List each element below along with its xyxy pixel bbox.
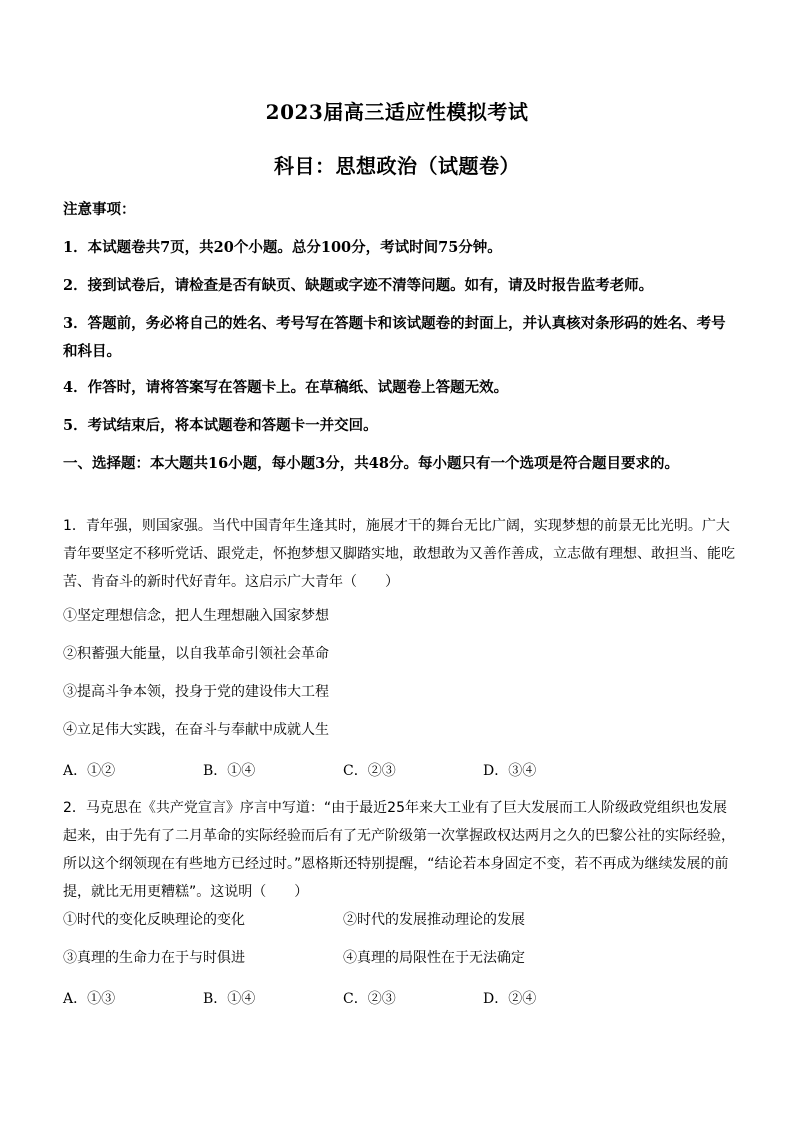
question-1-choice-b: B．①④	[203, 763, 256, 779]
subject-title: 科目：思想政治（试题卷）	[274, 154, 520, 178]
notes-heading: 注意事项：	[63, 201, 136, 218]
question-1-option: ④立足伟大实践，在奋斗与奉献中成就人生	[63, 722, 329, 738]
question-2-choice-d: D．②④	[483, 991, 537, 1007]
note-item: 4．作答时，请将答案写在答题卡上。在草稿纸、试题卷上答题无效。	[63, 379, 509, 396]
question-2-choice-b: B．①④	[203, 991, 256, 1007]
question-1-choice-a: A．①②	[63, 763, 116, 779]
question-2-choice-a: A．①③	[63, 991, 116, 1007]
question-1-option: ③提高斗争本领，投身于党的建设伟大工程	[63, 684, 329, 700]
question-2-option: ②时代的发展推动理论的发展	[343, 912, 525, 928]
note-item: 2．接到试卷后，请检查是否有缺页、缺题或字迹不清等问题。如有，请及时报告监考老师。	[63, 277, 654, 294]
question-2-option: ①时代的变化反映理论的变化	[63, 912, 245, 928]
question-2-stem: 2．马克思在《共产党宣言》序言中写道：“由于最近25年来大工业有了巨大发展而工人阶级政党组织也发展起来，由于先有了二月革命的实际经验而后有了无产阶级第一次掌握政权达两月之久的巴黎公社的实际经验，所以这个纲领现在有些地方已经过时。”恩格斯还特别提醒，“结论若本身固定不变，若不再成为继续发展的前提，就比无用更糟糕”。这说明（ ）	[63, 800, 735, 900]
note-item: 1．本试题卷共7页，共20个小题。总分100分，考试时间75分钟。	[63, 239, 502, 256]
question-2-option: ④真理的局限性在于无法确定	[343, 950, 525, 966]
question-1-choice-d: D．③④	[483, 763, 537, 779]
section-heading: 一、选择题：本大题共16小题，每小题3分，共48分。每小题只有一个选项是符合题目要求的。	[63, 455, 679, 472]
note-item: 3．答题前，务必将自己的姓名、考号写在答题卡和该试题卷的封面上，并认真核对条形码的姓名、考号和科目。	[63, 315, 726, 360]
note-item: 5．考试结束后，将本试题卷和答题卡一并交回。	[63, 417, 378, 434]
question-1-option: ②积蓄强大能量，以自我革命引领社会革命	[63, 646, 329, 662]
question-1-option: ①坚定理想信念，把人生理想融入国家梦想	[63, 608, 329, 624]
question-1-stem: 1．青年强，则国家强。当代中国青年生逢其时，施展才干的舞台无比广阔，实现梦想的前景无比光明。广大青年要坚定不移听党话、跟党走，怀抱梦想又脚踏实地，敢想敢为又善作善成，立志做有理想、敢担当、能吃苦、肯奋斗的新时代好青年。这启示广大青年（ ）	[63, 518, 735, 590]
question-2-option: ③真理的生命力在于与时俱进	[63, 950, 245, 966]
question-1-choice-c: C．②③	[343, 763, 396, 779]
exam-title: 2023届高三适应性模拟考试	[265, 100, 529, 124]
question-2-choice-c: C．②③	[343, 991, 396, 1007]
